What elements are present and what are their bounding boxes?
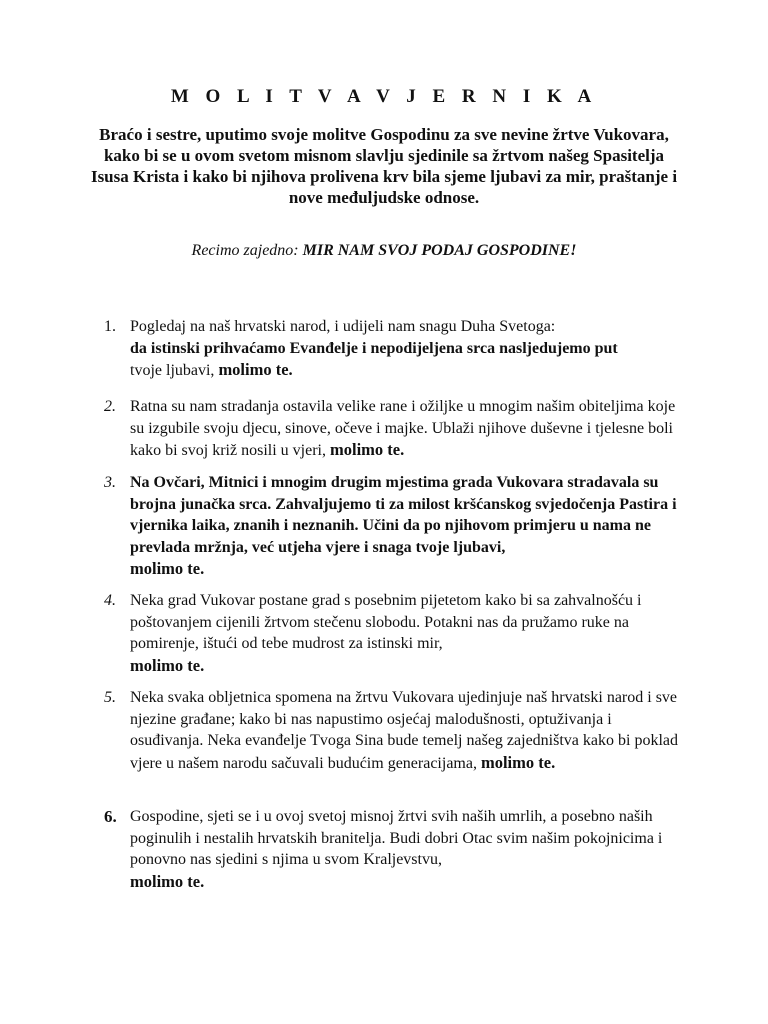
- prayer-item-6: [104, 806, 684, 893]
- intro-paragraph: Braćo i sestre, uputimo svoje molitve Gospodinu za sve nevine žrtve Vukovara, kako bi se u ovom svetom misnom slavlju sjedinile sa žrtvom našeg Spasitelja Isusa Krista i kako bi njihova prolivena krv bila sjeme ljubavi za mir, praštanje i nove međuljudske odnose.: [90, 125, 678, 207]
- prayer-line: tvoje ljubavi,: [130, 362, 219, 379]
- page-title: M O L I T V A V J E R N I K A: [170, 86, 598, 107]
- prayer-line: Pogledaj na naš hrvatski narod, i udijeli nam snagu Duha Svetoga:: [130, 318, 556, 335]
- prayer-ending: molimo te.: [130, 655, 205, 675]
- prayer-item-4: [104, 590, 684, 677]
- prayer-number: 4.: [104, 592, 116, 609]
- prayer-ending: molimo te.: [329, 440, 405, 459]
- prayer-number: 5.: [104, 689, 116, 706]
- prayer-ending: molimo te.: [480, 752, 556, 772]
- refrain-response: MIR NAM SVOJ PODAJ GOSPODINE!: [302, 242, 577, 259]
- prayer-number: 6.: [104, 807, 117, 826]
- refrain-prefix: Recimo zajedno:: [191, 242, 303, 259]
- prayer-text: Gospodine, sjeti se i u ovoj svetoj misnoj žrtvi svih naših umrlih, a posebno naših poginulih i nestalih hrvatskih branitelja. Budi dobri Otac svim našim pokojnicima i ponovno nas sjedini s njima u svom Kraljevstvu,: [130, 808, 663, 868]
- prayer-number: 2.: [104, 398, 116, 415]
- prayer-ending: molimo te.: [130, 871, 205, 891]
- prayer-ending: molimo te.: [130, 559, 205, 578]
- prayer-number: 1.: [104, 318, 116, 335]
- prayer-ending: molimo te.: [218, 360, 293, 379]
- prayer-item-2: [104, 396, 684, 462]
- refrain-line: [0, 242, 768, 260]
- prayer-item-5: [104, 687, 684, 774]
- prayer-number: 3.: [104, 474, 116, 491]
- prayer-item-3: [104, 472, 684, 581]
- prayer-text: Ratna su nam stradanja ostavila velike rane i ožiljke u mnogim našim obiteljima koje su izgubile svoju djecu, sinove, očeve i majke. Ublaži njihove duševne i tjelesne boli kako bi svoj križ nosili u vjeri,: [130, 398, 676, 459]
- prayer-line: da istinski prihvaćamo Evanđelje i nepodijeljena srca nasljedujemo put: [130, 339, 618, 357]
- prayer-text: Na Ovčari, Mitnici i mnogim drugim mjestima grada Vukovara stradavala su brojna junačka srca. Zahvaljujemo ti za milost kršćanskog svjedočenja Pastira i vjernika laika, znanih i neznanih. Učini da po njihovom primjeru u nama ne prevlada mržnja, već utjeha vjere i snaga tvoje ljubavi,: [130, 474, 677, 556]
- prayer-text: Neka grad Vukovar postane grad s posebnim pijetetom kako bi sa zahvalnošću i poštovanjem cijenili žrtvom stečenu slobodu. Potakni nas da pružamo ruke na pomirenje, ištući od tebe mudrost za istinski mir,: [130, 592, 642, 652]
- prayer-text: Neka svaka obljetnica spomena na žrtvu Vukovara ujedinjuje naš hrvatski narod i sve njezine građane; kako bi nas napustimo osjećaj malodušnosti, optuživanja i osuđivanja. Neka evanđelje Tvoga Sina bude temelj našeg zajedništva kako bi poklad vjere u našem narodu sačuvali budućim generacijama,: [130, 689, 678, 772]
- prayer-item-1: [104, 316, 684, 382]
